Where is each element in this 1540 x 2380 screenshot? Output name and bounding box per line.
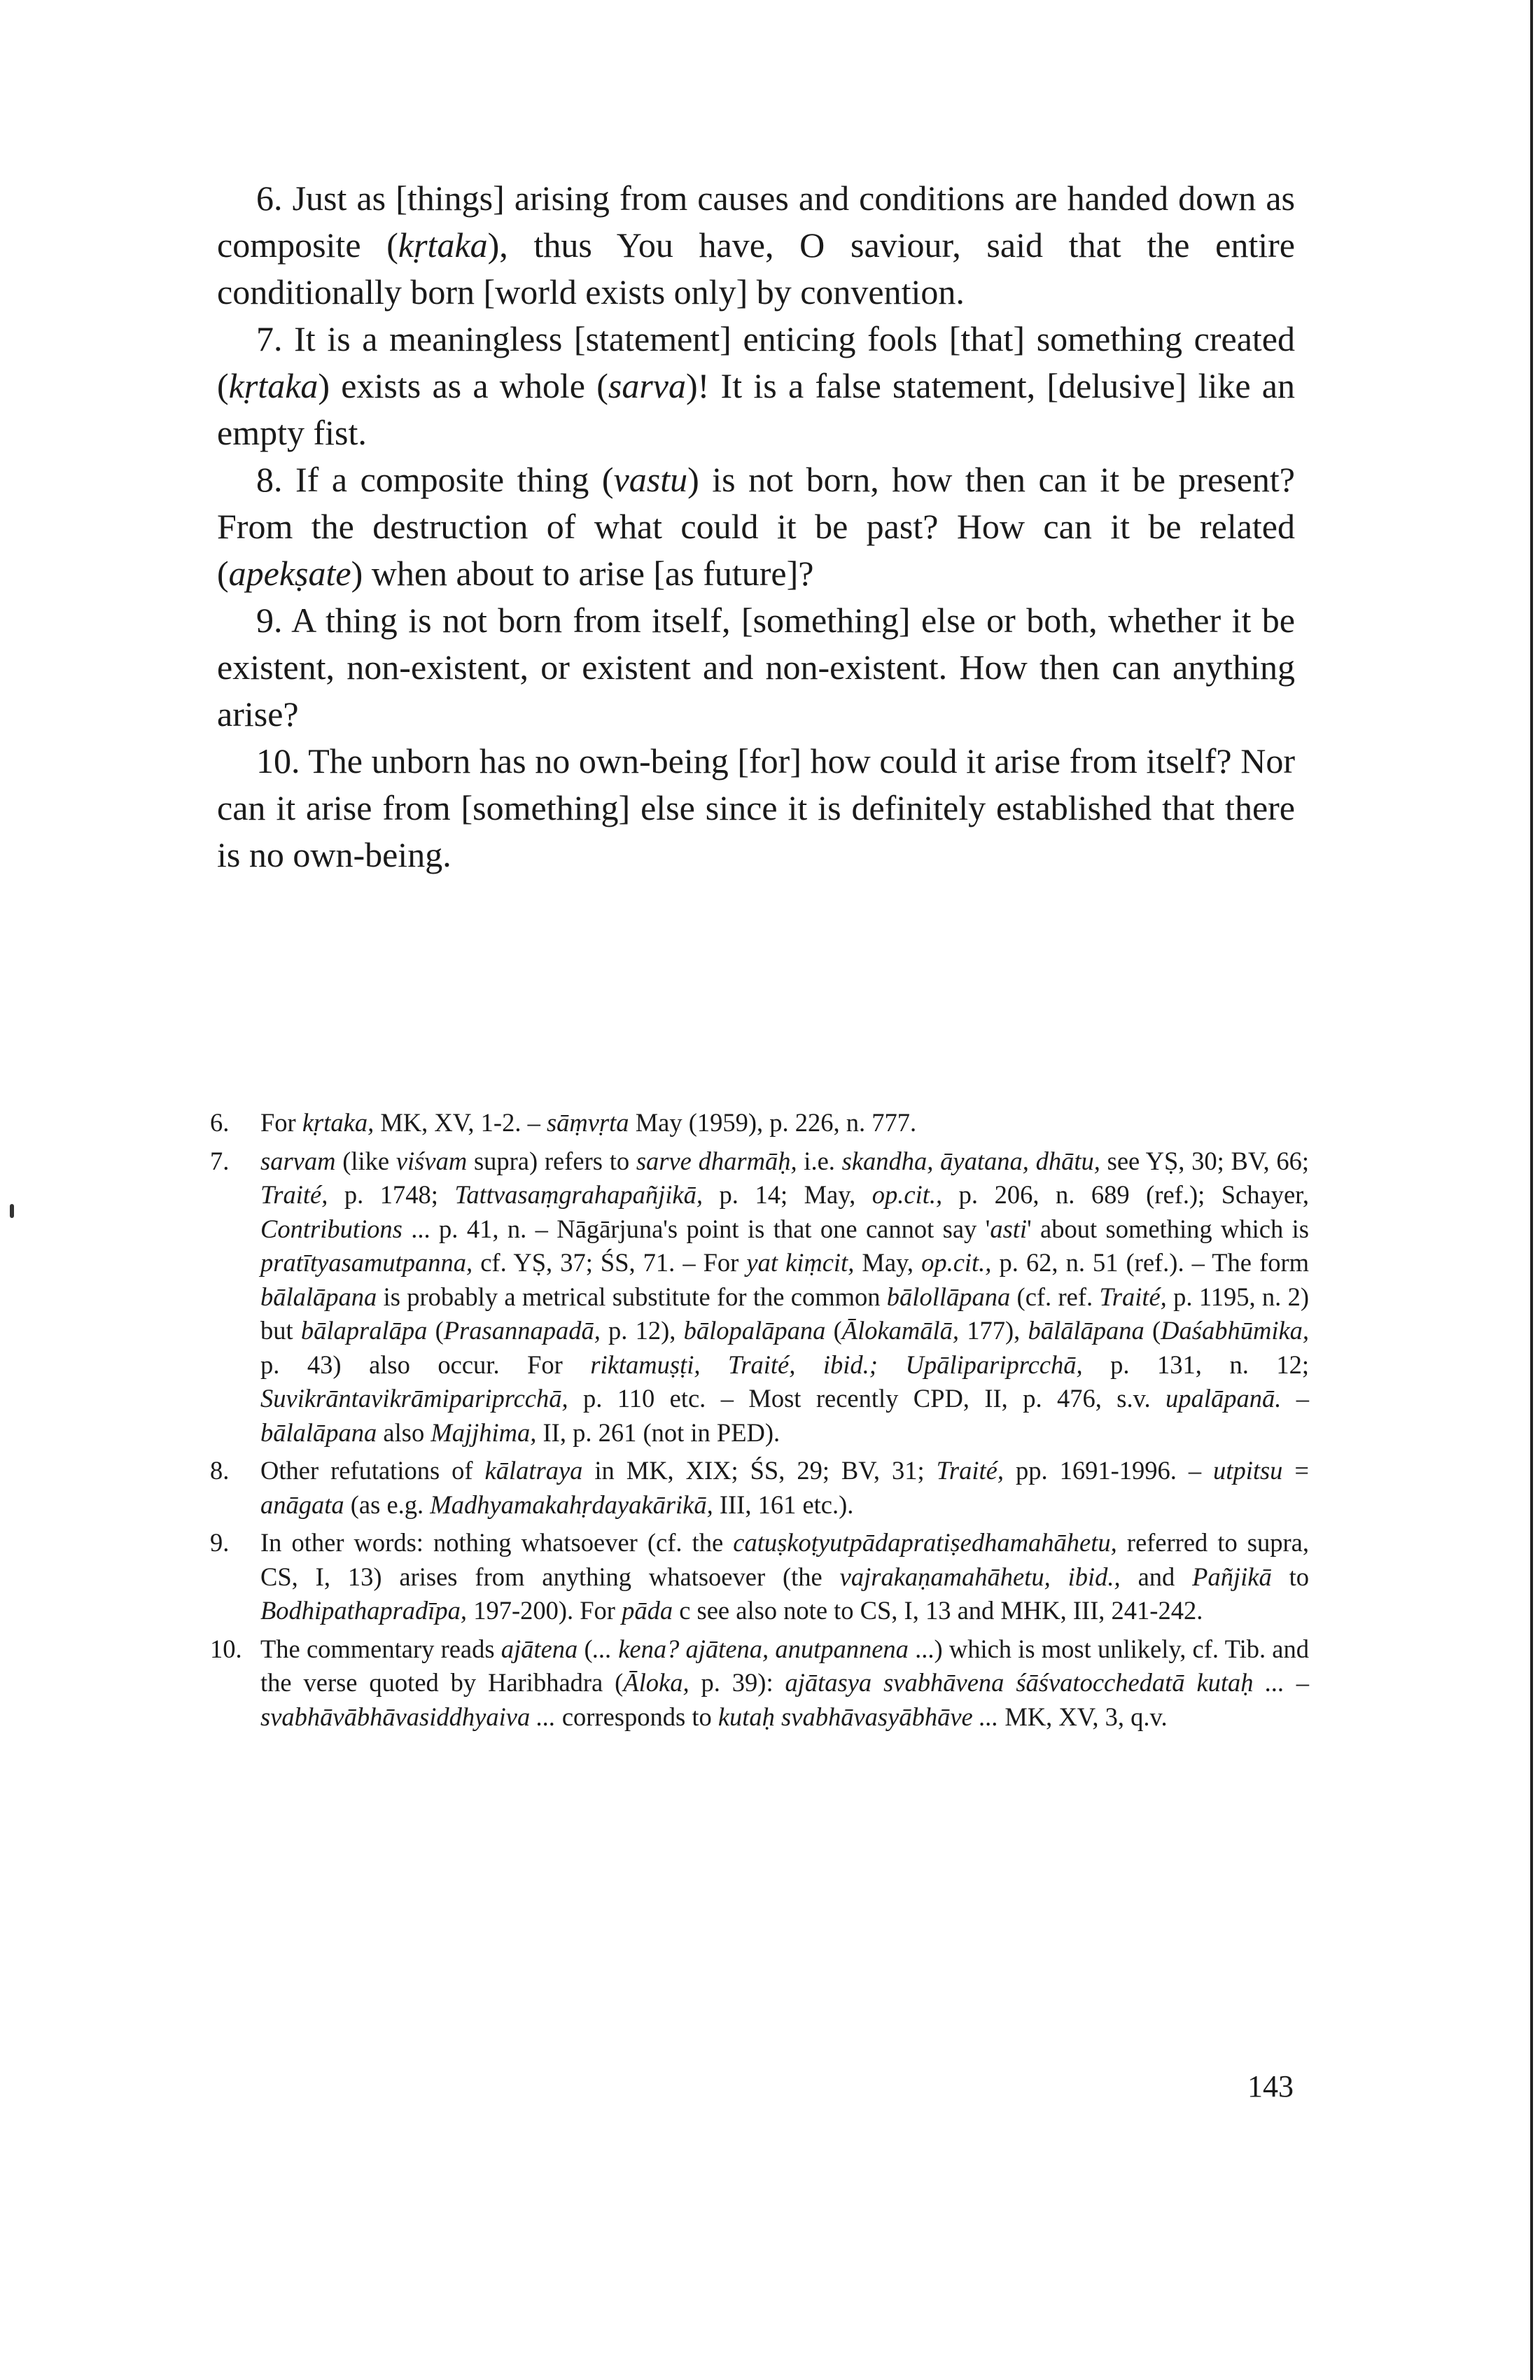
italic-term: vastu [613, 460, 688, 499]
text-run: p. 43) also occur. For [260, 1350, 591, 1379]
italic-term: ... kena? ajātena, anutpannena [592, 1634, 909, 1663]
italic-term: Pañjikā [1192, 1562, 1272, 1591]
footnote-number: 7. [210, 1146, 230, 1175]
text-run: pp. 1691-1996. – [1004, 1456, 1214, 1485]
italic-term: bālapralāpa [300, 1316, 428, 1345]
footnote-7 [210, 1144, 1309, 1450]
footnote-8 [210, 1454, 1309, 1522]
text-run: p. 12), [600, 1316, 684, 1345]
italic-term: viśvam [396, 1146, 468, 1175]
footnote-text [260, 1632, 1309, 1735]
italic-term: kṛtaka [228, 366, 318, 405]
text-run: (as e.g. [344, 1490, 430, 1519]
text-run: ) when about to arise [as future]? [351, 554, 814, 593]
text-run: ...) which is most unlikely, cf. Tib. and the verse quoted by Haribhadra ( [260, 1634, 1309, 1697]
text-run: II, p. 261 (not in PED). [536, 1418, 780, 1447]
italic-term: Traité, [1099, 1282, 1167, 1311]
italic-term: bālalāpana [260, 1282, 377, 1311]
italic-term: bālalāpana [260, 1418, 377, 1447]
footnote-number: 9. [210, 1528, 230, 1557]
italic-term: bālālāpana [1028, 1316, 1144, 1345]
italic-term: Āloka, [623, 1668, 690, 1697]
text-run: ), thus You have, O saviour, said that the entire conditionally born [world exists only] by convention. [217, 225, 1296, 312]
verse-translation-block [217, 175, 1295, 878]
italic-term: Bodhipathapradīpa, [260, 1596, 468, 1625]
italic-term: vajrakaṇamahāhetu, ibid., [839, 1562, 1121, 1591]
text-run: corresponds to [555, 1702, 718, 1731]
text-run: ... p. 41, n. – Nāgārjuna's point is that one cannot say ' [402, 1214, 990, 1243]
footnote-number: 6. [210, 1108, 230, 1137]
verse-6 [217, 175, 1295, 316]
text-run: in MK, XIX; ŚS, 29; BV, 31; [582, 1456, 937, 1485]
italic-term: riktamuṣṭi, Traité, ibid.; Upālipariprcchā, [590, 1350, 1083, 1379]
italic-term: Traité, [936, 1456, 1004, 1485]
italic-term: Tattvasaṃgrahapañjikā, [454, 1180, 704, 1209]
text-run: In other words: nothing whatsoever (cf. the [260, 1528, 734, 1557]
italic-term: utpitsu [1213, 1456, 1283, 1485]
verse-9 [217, 597, 1295, 738]
text-run: ' about something which is [1027, 1214, 1310, 1243]
italic-term: Traité, [260, 1180, 328, 1209]
verse-number: 10. [256, 741, 300, 780]
text-run: 177), [959, 1316, 1028, 1345]
footnote-6 [210, 1106, 1309, 1140]
text-run: p. 131, n. 12; [1082, 1350, 1309, 1379]
text-run: May, [854, 1248, 922, 1277]
text-run: (cf. ref. [1010, 1282, 1100, 1311]
verse-number: 6. [256, 178, 283, 218]
text-run: i.e. [797, 1146, 842, 1175]
text-run: p. 110 etc. – Most recently CPD, II, p. 476, s.v. [568, 1384, 1166, 1413]
verse-number: 8. [256, 460, 283, 499]
italic-term: ajātasya svabhāvena śāśvatocchedatā kutaḥ ... – svabhāvābhāvasiddhyaiva ... [260, 1668, 1310, 1731]
text-run: – [1281, 1384, 1309, 1413]
text-run: The unborn has no own-being [for] how could it arise from itself? Nor can it arise from [something] else since it is definitely established that there is no own-being. [217, 741, 1295, 874]
italic-term: anāgata [260, 1490, 344, 1519]
italic-term: sarva [608, 366, 686, 405]
footnote-10 [210, 1632, 1309, 1735]
italic-term: Majjhima, [430, 1418, 537, 1447]
footnote-text [260, 1454, 1309, 1522]
italic-term: kṛtaka [398, 225, 488, 265]
verse-10 [217, 738, 1295, 878]
italic-term: bālollāpana [886, 1282, 1011, 1311]
text-run: referred to supra, CS, I, 13) arises from anything whatsoever (the [260, 1528, 1309, 1591]
footnotes-block [210, 1106, 1309, 1738]
text-run: MK, XV, 3, q.v. [998, 1702, 1168, 1731]
footnote-number: 10. [210, 1634, 242, 1663]
italic-term: ajātena [500, 1634, 578, 1663]
verse-number: 9. [256, 601, 283, 640]
italic-term: Madhyamakahṛdayakārikā, [430, 1490, 713, 1519]
italic-term: Contributions [260, 1214, 402, 1243]
text-run: p. 206, n. 689 (ref.); Schayer, [942, 1180, 1309, 1209]
verse-7 [217, 316, 1295, 456]
text-run: A thing is not born from itself, [something] else or both, whether it be existent, non-existent, or existent and non-existent. How then can anything arise? [217, 601, 1295, 734]
footnote-text [260, 1144, 1309, 1450]
text-run: c see also note to CS, I, 13 and MHK, III, 241-242. [673, 1596, 1203, 1625]
text-run: ) exists as a whole ( [318, 366, 608, 405]
text-run: If a composite thing ( [282, 460, 614, 499]
italic-term: kālatraya [484, 1456, 583, 1485]
text-run: ) is not born, how then can it be present? From the destruction of what could it be past? How can it be related ( [217, 460, 1295, 593]
italic-term: yat kiṃcit, [746, 1248, 855, 1277]
italic-term: Suvikrāntavikrāmipariprcchā, [260, 1384, 568, 1413]
italic-term: pāda [622, 1596, 673, 1625]
italic-term: pratītyasamutpanna, [260, 1248, 473, 1277]
italic-term: Daśabhūmika, [1161, 1316, 1310, 1345]
text-run: III, 161 etc.). [713, 1490, 854, 1519]
text-run: supra) refers to [467, 1146, 636, 1175]
italic-term: kutaḥ svabhāvasyābhāve ... [718, 1702, 999, 1731]
text-run: ( [825, 1316, 842, 1345]
page-edge-line [1530, 0, 1533, 2380]
text-run: cf. YṢ, 37; ŚS, 71. – For [472, 1248, 747, 1277]
footnote-number: 8. [210, 1456, 230, 1485]
italic-term: op.cit., [872, 1180, 943, 1209]
text-run: MK, XV, 1-2. – [374, 1108, 547, 1137]
text-run: p. 1748; [328, 1180, 455, 1209]
footnote-text [260, 1106, 1309, 1140]
text-run: May (1959), p. 226, n. 777. [629, 1108, 917, 1137]
page-number: 143 [1247, 2069, 1294, 2104]
verse-number: 7. [256, 319, 283, 358]
italic-term: kṛtaka, [302, 1108, 374, 1137]
italic-term: upalāpanā. [1166, 1384, 1282, 1413]
text-run: It is a meaningless [statement] enticing fools [that] something created ( [217, 319, 1295, 405]
verse-8 [217, 456, 1295, 597]
page-edge-mark [10, 1204, 14, 1218]
italic-term: sarvam [260, 1146, 336, 1175]
italic-term: skandha, āyatana, dhātu, [841, 1146, 1100, 1175]
text-run: ( [427, 1316, 444, 1345]
text-run: also [377, 1418, 431, 1447]
text-run: ( [1144, 1316, 1161, 1345]
italic-term: Ālokamālā, [841, 1316, 960, 1345]
text-run: is probably a metrical substitute for the common [377, 1282, 887, 1311]
text-run: Just as [things] arising from causes and conditions are handed down as composite ( [217, 178, 1295, 265]
text-run: p. 1195, n. 2) but [260, 1282, 1309, 1345]
text-run: Other refutations of [260, 1456, 485, 1485]
text-run: = [1282, 1456, 1309, 1485]
italic-term: sāṃvṛta [546, 1108, 629, 1137]
text-run: For [260, 1108, 302, 1137]
text-run: p. 62, n. 51 (ref.). – The form [991, 1248, 1310, 1277]
italic-term: sarve dharmāḥ, [636, 1146, 797, 1175]
italic-term: apekṣate [228, 554, 351, 593]
text-run: )! It is a false statement, [delusive] like an empty fist. [217, 366, 1295, 452]
italic-term: catuṣkoṭyutpādapratiṣedhamahāhetu, [733, 1528, 1117, 1557]
italic-term: op.cit., [921, 1248, 992, 1277]
footnote-text [260, 1526, 1309, 1628]
text-run: (like [335, 1146, 396, 1175]
text-run: and [1120, 1562, 1193, 1591]
italic-term: asti [990, 1214, 1028, 1243]
footnote-9 [210, 1526, 1309, 1628]
text-run: p. 14; May, [703, 1180, 872, 1209]
text-run: 197-200). For [467, 1596, 622, 1625]
text-run: p. 39): [689, 1668, 785, 1697]
text-run: ( [578, 1634, 593, 1663]
italic-term: Prasannapadā, [443, 1316, 601, 1345]
text-run: to [1271, 1562, 1309, 1591]
text-run: The commentary reads [260, 1634, 501, 1663]
italic-term: bālopalāpana [683, 1316, 826, 1345]
text-run: see YṢ, 30; BV, 66; [1100, 1146, 1310, 1175]
